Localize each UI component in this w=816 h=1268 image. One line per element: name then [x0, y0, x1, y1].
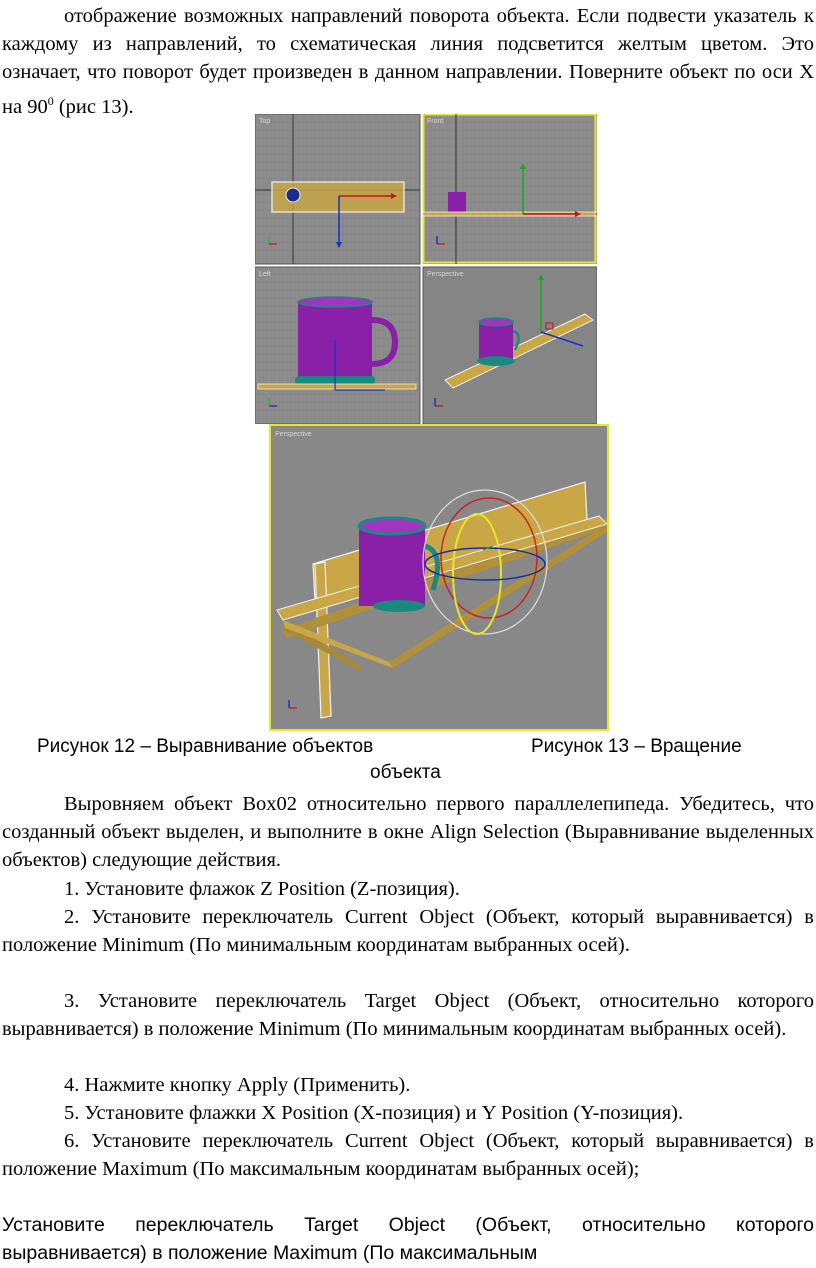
step-1: 1. Установите флажок Z Position (Z-позиция).	[64, 878, 460, 900]
step-2-text: 2. Установите переключатель Current Object (Объект, который выравнивается) в положение Minimum (По минимальным координатам выбранных осей).	[2, 906, 814, 957]
viewport-left[interactable]	[255, 267, 420, 424]
final-instruction-text: Установите переключатель Target Object (Объект, относительно которого выравнивается) в положение Maximum (По максимальным	[2, 1214, 814, 1265]
final-instruction	[2, 1211, 814, 1267]
viewport-perspective-small-label: Perspective	[427, 271, 464, 278]
step-2	[2, 903, 814, 959]
caption-figure-12: Рисунок 12 – Выравнивание объектов	[37, 736, 374, 757]
degree-superscript: 0	[47, 93, 54, 108]
viewport-top[interactable]	[255, 114, 420, 264]
viewport-perspective-large-label: Perspective	[275, 431, 312, 438]
viewport-perspective-small[interactable]	[423, 267, 597, 424]
step-6	[2, 1127, 814, 1183]
viewport-front[interactable]	[423, 114, 597, 264]
step-3	[2, 987, 814, 1043]
step-5: 5. Установите флажки X Position (X-позиция) и Y Position (Y-позиция).	[64, 1102, 684, 1124]
caption-figure-13-line1: Рисунок 13 – Вращение	[531, 736, 742, 757]
intro-tail: (рис 13).	[53, 95, 134, 118]
intro-text: отображение возможных направлений поворота объекта. Если подвести указатель к каждому из направлений, то схематическая линия подсветится желтым цветом. Это означает, что поворот будет произведен в данном направлении. Поверните объект по оси X на 90	[2, 5, 814, 118]
figure-12-viewports	[255, 114, 597, 424]
step-6-text: 6. Установите переключатель Current Object (Объект, который выравнивается) в положение Maximum (По максимальным координатам выбранных осей);	[2, 1130, 814, 1181]
viewport-front-label: Front	[427, 118, 444, 125]
viewport-left-label: Left	[259, 271, 271, 278]
step-3-text: 3. Установите переключатель Target Object (Объект, относительно которого выравнивается) в положение Minimum (По минимальным координатам выбранных осей).	[2, 990, 814, 1041]
align-paragraph-text: Выровняем объект Box02 относительно первого параллелепипеда. Убедитесь, что созданный объект выделен, и выполните в окне Align Selection (Выравнивание выделенных объектов) следующие действия.	[2, 793, 814, 872]
figure-13-viewport[interactable]	[269, 424, 609, 731]
align-paragraph	[2, 790, 814, 875]
intro-paragraph	[2, 2, 814, 121]
viewport-top-label: Top	[259, 118, 271, 125]
step-4: 4. Нажмите кнопку Apply (Применить).	[64, 1074, 411, 1096]
caption-figure-13-line2: объекта	[370, 762, 441, 783]
